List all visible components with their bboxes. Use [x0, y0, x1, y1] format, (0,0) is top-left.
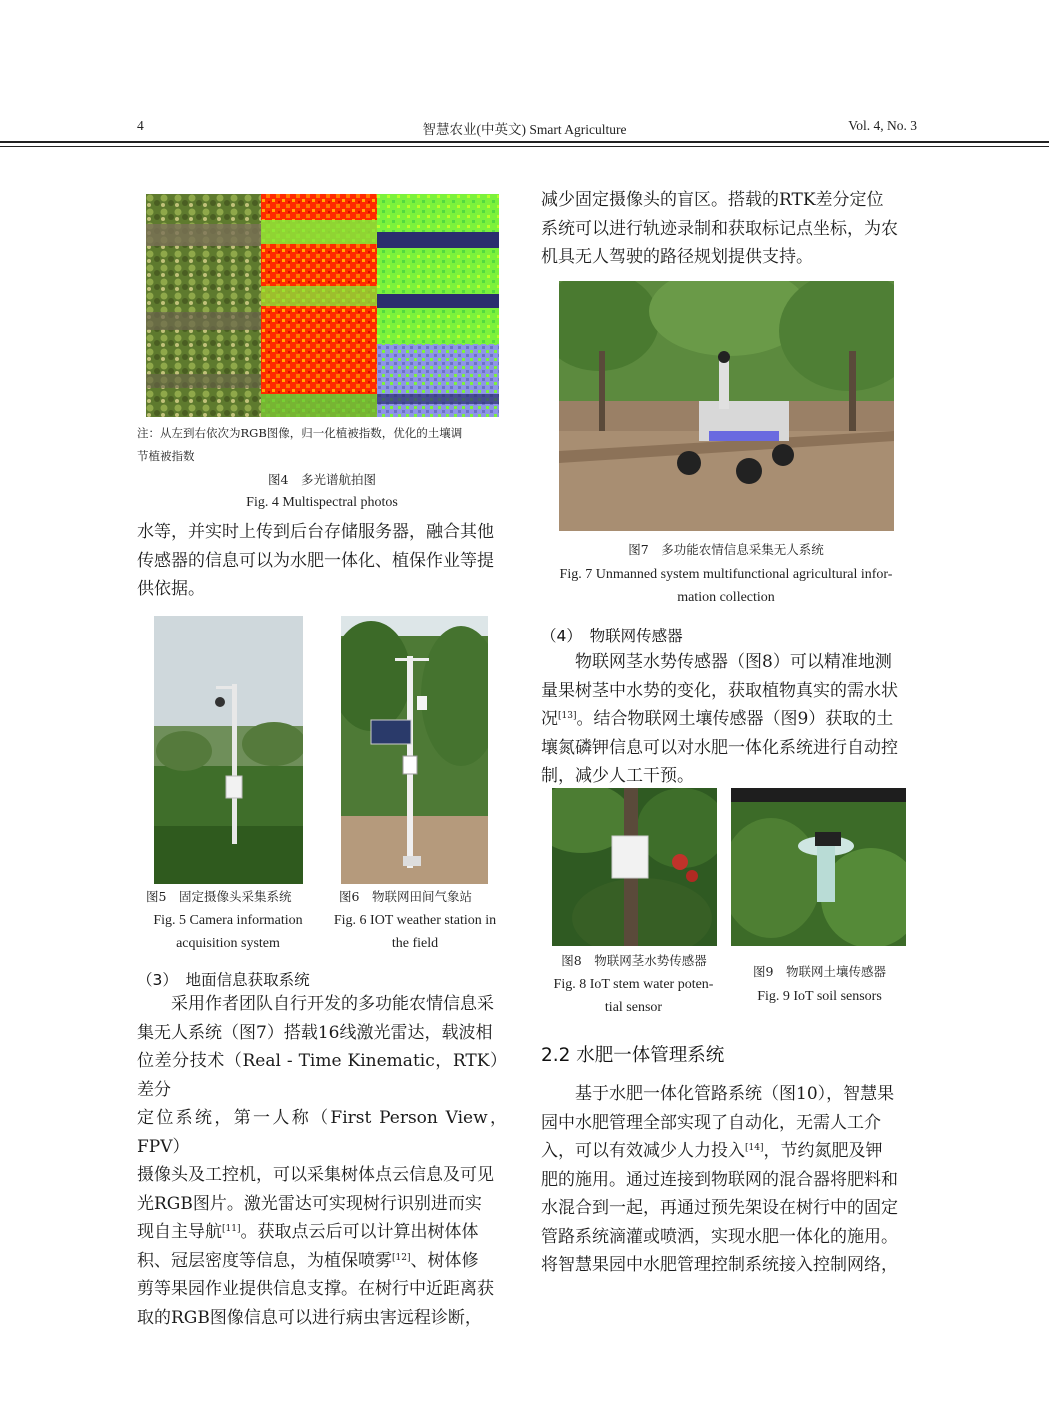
- figure-6-caption-cn: 图6 物联网田间气象站: [339, 889, 472, 904]
- text-line: 光RGB图片。激光雷达可实现树行识别进而实: [137, 1193, 482, 1214]
- text-segment: 入，可以有效减少人力投入: [541, 1141, 745, 1161]
- journal-title: 智慧农业(中英文) Smart Agriculture: [422, 122, 627, 137]
- left-paragraph-1: [137, 518, 507, 604]
- text-line: 机具无人驾驶的路径规划提供支持。: [541, 247, 813, 267]
- figure-4-multispectral-image: [146, 194, 499, 417]
- text-line: 传感器的信息可以为水肥一体化、植保作业等提: [137, 550, 494, 571]
- figure-4-caption-en: Fig. 4 Multispectral photos: [246, 495, 398, 510]
- figure-7-caption-en-2: mation collection: [677, 590, 775, 605]
- text-segment: 、树体修: [410, 1250, 479, 1271]
- text-segment: ，节约氮肥及钾: [763, 1141, 883, 1161]
- section-2-2-heading: 2.2 水肥一体管理系统: [541, 1045, 725, 1066]
- section-4-paragraph: [541, 648, 911, 791]
- figure-6-caption-en-2: the field: [391, 936, 439, 951]
- figure-7-caption-cn: 图7 多功能农情信息采集无人系统: [628, 542, 824, 557]
- citation-14[interactable]: [14]: [745, 1143, 764, 1153]
- text-line: [137, 1247, 507, 1276]
- text-line: 供依据。: [137, 579, 205, 599]
- figure-5-caption-en-2: acquisition system: [176, 936, 280, 951]
- text-segment: 现自主导航: [137, 1222, 222, 1242]
- figure-4-note-line-2: 节植被指数: [137, 449, 195, 463]
- figure-5-caption-cn: 图5 固定摄像头采集系统: [146, 889, 292, 904]
- citation-13[interactable]: [13]: [558, 711, 577, 721]
- text-segment: 况: [541, 709, 558, 729]
- text-line: 位差分技术（Real - Time Kinematic，RTK）差分: [137, 1051, 507, 1100]
- text-line: 采用作者团队自行开发的多功能农情信息采: [171, 994, 494, 1014]
- text-line: 减少固定摄像头的盲区。搭载的RTK差分定位: [541, 190, 884, 210]
- text-line: 将智慧果园中水肥管理控制系统接入控制网络，: [541, 1255, 898, 1275]
- figure-8-caption-en-2: tial sensor: [604, 1000, 663, 1015]
- text-line: 肥的施用。通过连接到物联网的混合器将肥料和: [541, 1169, 898, 1190]
- figure-7-robot-photo: [559, 281, 894, 531]
- figure-8-caption-en-1: Fig. 8 IoT stem water poten-: [553, 977, 714, 992]
- text-line: 管路系统滴灌或喷洒，实现水肥一体化的施用。: [541, 1226, 898, 1247]
- text-line: 摄像头及工控机，可以采集树体点云信息及可见: [137, 1165, 494, 1185]
- text-line: 制，减少人工干预。: [541, 766, 694, 786]
- text-line: 取的RGB图像信息可以进行病虫害远程诊断，: [137, 1307, 482, 1328]
- text-segment: 。获取点云后可以计算出树体体: [240, 1222, 479, 1242]
- text-line: 水等，并实时上传到后台存储服务器，融合其他: [137, 522, 494, 542]
- figure-6-weather-station-photo: [341, 616, 488, 884]
- figure-7-caption-en-1: Fig. 7 Unmanned system multifunctional agricultural infor-: [559, 567, 893, 582]
- figure-4-caption-cn: 图4 多光谱航拍图: [268, 472, 376, 487]
- text-line: [137, 1218, 507, 1247]
- volume-issue: Vol. 4, No. 3: [848, 118, 917, 133]
- text-line: 水混合到一起，再通过预先架设在树行中的固定: [541, 1198, 898, 1218]
- text-line: 物联网茎水势传感器（图8）可以精准地测: [575, 652, 892, 672]
- text-line: 量果树茎中水势的变化，获取植物真实的需水状: [541, 680, 898, 701]
- header-rule-thin: [0, 146, 1049, 147]
- figure-5-caption-en-1: Fig. 5 Camera information: [153, 913, 303, 928]
- text-line: 基于水肥一体化管路系统（图10），智慧果: [575, 1084, 895, 1104]
- text-line: 集无人系统（图7）搭载16线激光雷达，载波相: [137, 1022, 493, 1043]
- text-line: [541, 705, 911, 734]
- text-line: 壤氮磷钾信息可以对水肥一体化系统进行自动控: [541, 737, 898, 758]
- figure-4-note-line-1: 注：从左到右依次为RGB图像，归一化植被指数，优化的土壤调: [137, 426, 463, 440]
- text-line: [541, 1137, 911, 1166]
- right-paragraph-1: [541, 186, 911, 272]
- figure-8-caption-cn: 图8 物联网茎水势传感器: [561, 953, 707, 968]
- figure-5-camera-pole-photo: [154, 616, 303, 884]
- header-rule-thick: [0, 141, 1049, 143]
- text-line: 系统可以进行轨迹录制和获取标记点坐标，为农: [541, 218, 898, 239]
- figure-9-caption-en: Fig. 9 IoT soil sensors: [757, 989, 882, 1004]
- citation-12[interactable]: [12]: [392, 1252, 411, 1263]
- citation-11[interactable]: [11]: [222, 1224, 241, 1234]
- section-3-heading: （3） 地面信息获取系统: [137, 971, 310, 989]
- text-segment: 积、冠层密度等信息，为植保喷雾: [137, 1250, 392, 1271]
- figure-6-caption-en-1: Fig. 6 IOT weather station in: [333, 913, 497, 928]
- section-2-2-paragraph: [541, 1080, 911, 1280]
- text-line: 定位系统，第一人称（First Person View，FPV）: [137, 1108, 507, 1157]
- text-line: 剪等果园作业提供信息支撑。在树行中近距离获: [137, 1279, 494, 1299]
- text-line: 园中水肥管理全部实现了自动化，无需人工介: [541, 1112, 881, 1133]
- figure-8-stem-sensor-photo: [552, 788, 717, 946]
- figure-9-caption-cn: 图9 物联网土壤传感器: [753, 964, 886, 979]
- page-number: 4: [137, 118, 144, 133]
- figure-9-soil-sensor-photo: [731, 788, 906, 946]
- section-4-heading: （4） 物联网传感器: [541, 627, 683, 645]
- text-segment: 。结合物联网土壤传感器（图9）获取的土: [576, 709, 894, 729]
- section-3-paragraph: [137, 990, 507, 1332]
